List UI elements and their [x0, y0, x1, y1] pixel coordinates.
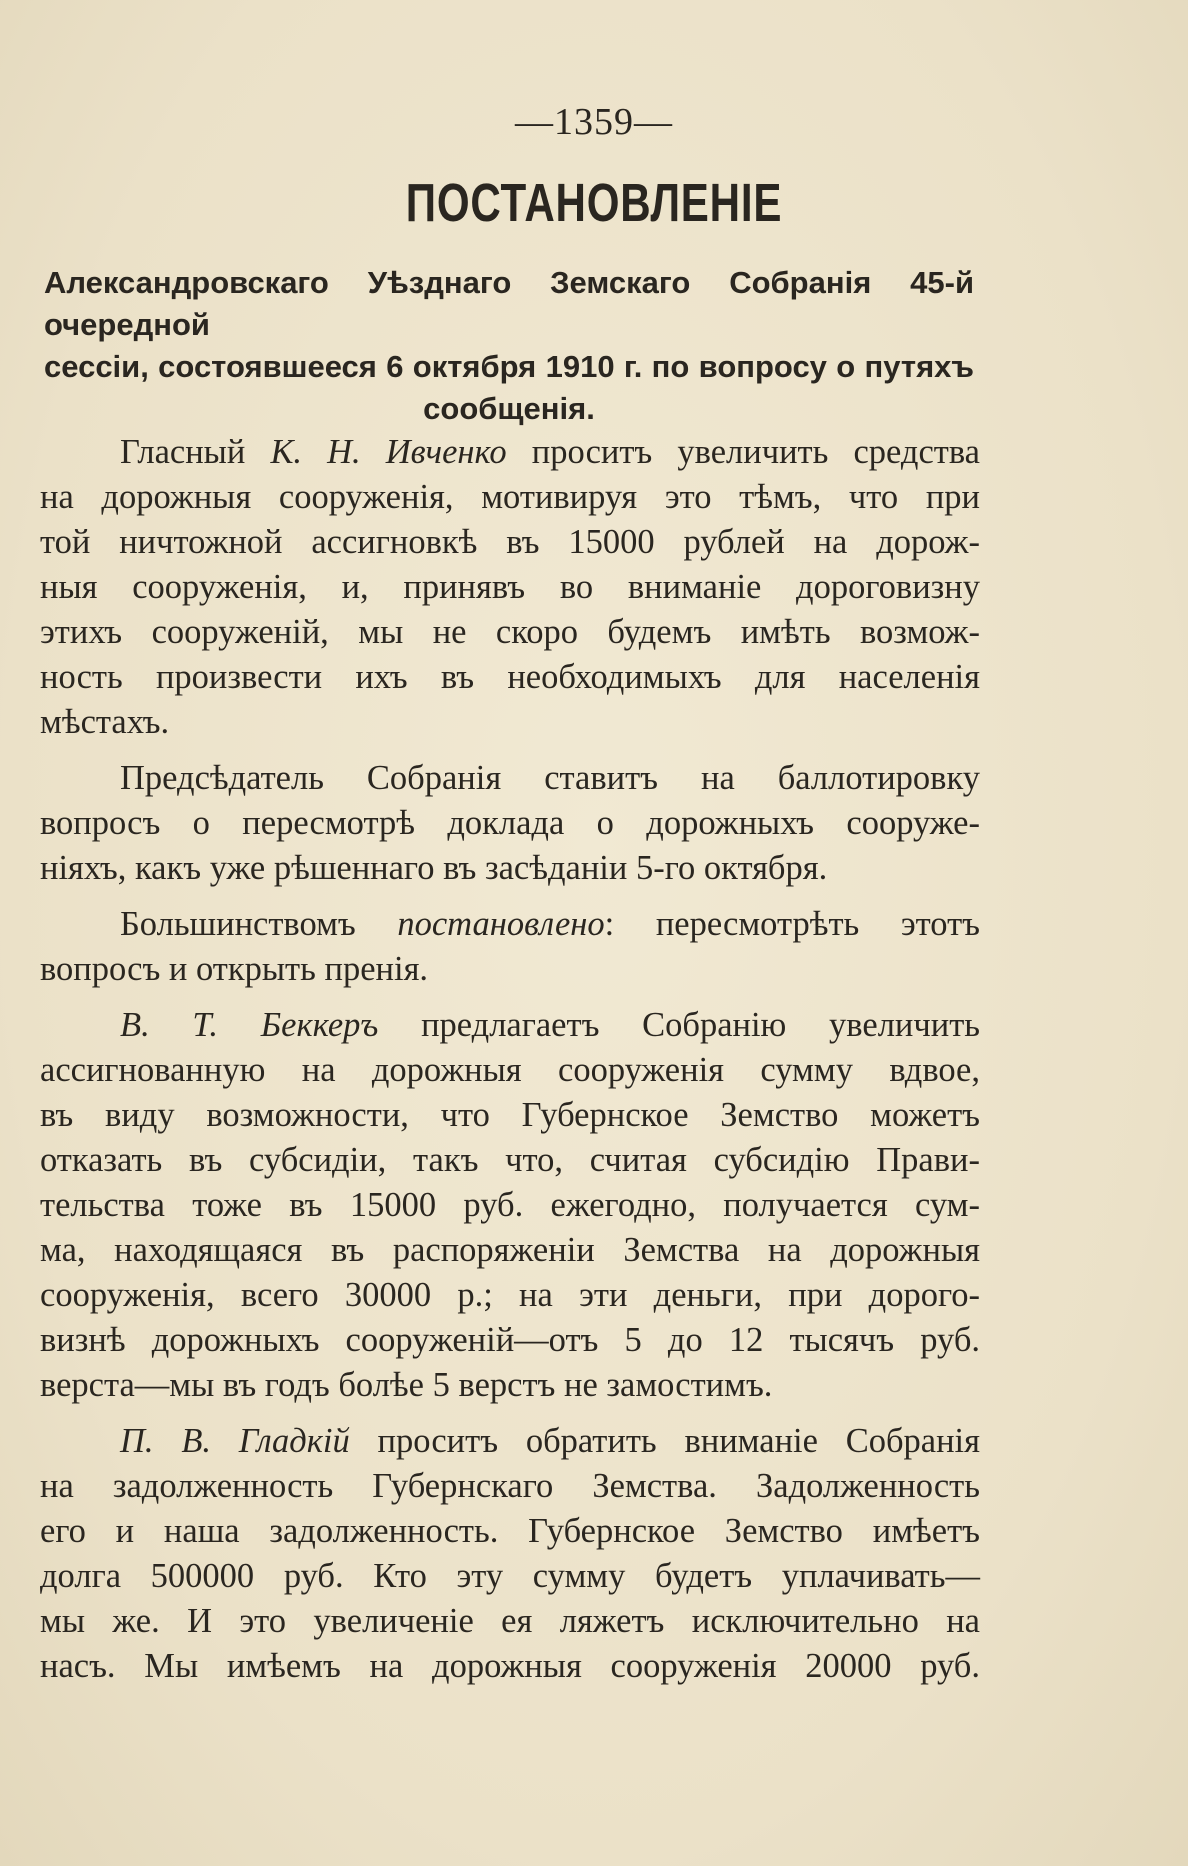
text-span: предлагаетъ Собранію увеличить [378, 1006, 981, 1044]
text-line: Предсѣдатель Собранія ставитъ на баллотировку [120, 759, 980, 797]
text-line: той ничтожной ассигновкѣ въ 15000 рублей на дорож- [40, 523, 980, 561]
text-line: мы же. И это увеличеніе ея ляжетъ исключительно на [40, 1602, 980, 1640]
text-line: въ виду возможности, что Губернское Земство можетъ [40, 1096, 980, 1134]
text-span: проситъ обратить вниманіе Собранія [349, 1422, 981, 1460]
text-line: вопросъ и открыть пренія. [40, 950, 429, 988]
text-line: ассигнованную на дорожныя сооруженія сумму вдвое, [40, 1051, 980, 1089]
paragraph-bekker [40, 1003, 980, 1408]
speaker-name: К. Н. Ивченко [270, 433, 507, 471]
emphasis-text: постановлено [397, 905, 605, 943]
text-span: Гласный [120, 433, 271, 471]
subtitle-line: сообщенія. [423, 391, 595, 426]
paragraph-resolution [40, 902, 980, 992]
text-line: верста—мы въ годъ болѣе 5 верстъ не замостимъ. [40, 1366, 773, 1404]
subtitle-line: сессіи, состоявшееся 6 октября 1910 г. по вопросу о путяхъ [44, 349, 974, 384]
text-line: вопросъ о пересмотрѣ доклада о дорожныхъ сооруже- [40, 804, 980, 842]
document-title: ПОСТАНОВЛЕНІЕ [405, 173, 783, 233]
text-line: насъ. Мы имѣемъ на дорожныя сооруженія 20000 руб. [40, 1647, 980, 1685]
text-line [40, 902, 980, 947]
text-line: ность произвести ихъ въ необходимыхъ для населенія [40, 658, 980, 696]
text-line: сооруженія, всего 30000 р.; на эти деньги, при дорого- [40, 1276, 980, 1314]
text-line: мѣстахъ. [40, 703, 170, 741]
speaker-name: В. Т. Беккеръ [120, 1006, 379, 1044]
text-line: его и наша задолженность. Губернское Земство имѣетъ [40, 1512, 980, 1550]
page-number: —1359— [515, 101, 673, 143]
text-span: : пересмотрѣть этотъ [604, 905, 980, 943]
text-line [40, 430, 980, 475]
text-line: тельства тоже въ 15000 руб. ежегодно, получается сум- [40, 1186, 980, 1224]
text-line [40, 1003, 980, 1048]
text-line: на задолженность Губернскаго Земства. Задолженность [40, 1467, 980, 1505]
text-line: ма, находящаяся въ распоряженіи Земства на дорожныя [40, 1231, 980, 1269]
paragraph-gladkiy [40, 1419, 980, 1689]
paragraph-ivchenko [40, 430, 980, 745]
text-line: визнѣ дорожныхъ сооруженій—отъ 5 до 12 тысячъ руб. [40, 1321, 980, 1359]
text-line [40, 1419, 980, 1464]
subtitle-line: Александровскаго Уѣзднаго Земскаго Собранія 45-й очередной [44, 265, 974, 342]
text-line: на дорожныя сооруженія, мотивируя это тѣмъ, что при [40, 478, 980, 516]
text-line: ніяхъ, какъ уже рѣшеннаго въ засѣданіи 5-го октября. [40, 849, 828, 887]
text-line: отказать въ субсидіи, такъ что, считая субсидію Прави- [40, 1141, 980, 1179]
text-line: ныя сооруженія, и, принявъ во вниманіе дороговизну [40, 568, 980, 606]
body-text [40, 430, 980, 1689]
text-line: долга 500000 руб. Кто эту сумму будетъ уплачивать— [40, 1557, 980, 1595]
text-line: этихъ сооруженій, мы не скоро будемъ имѣть возмож- [40, 613, 980, 651]
text-span: проситъ увеличить средства [506, 433, 980, 471]
speaker-name: П. В. Гладкій [120, 1422, 350, 1460]
text-span: Большинствомъ [120, 905, 398, 943]
paragraph-chairman [40, 756, 980, 891]
document-subtitle [44, 262, 974, 430]
